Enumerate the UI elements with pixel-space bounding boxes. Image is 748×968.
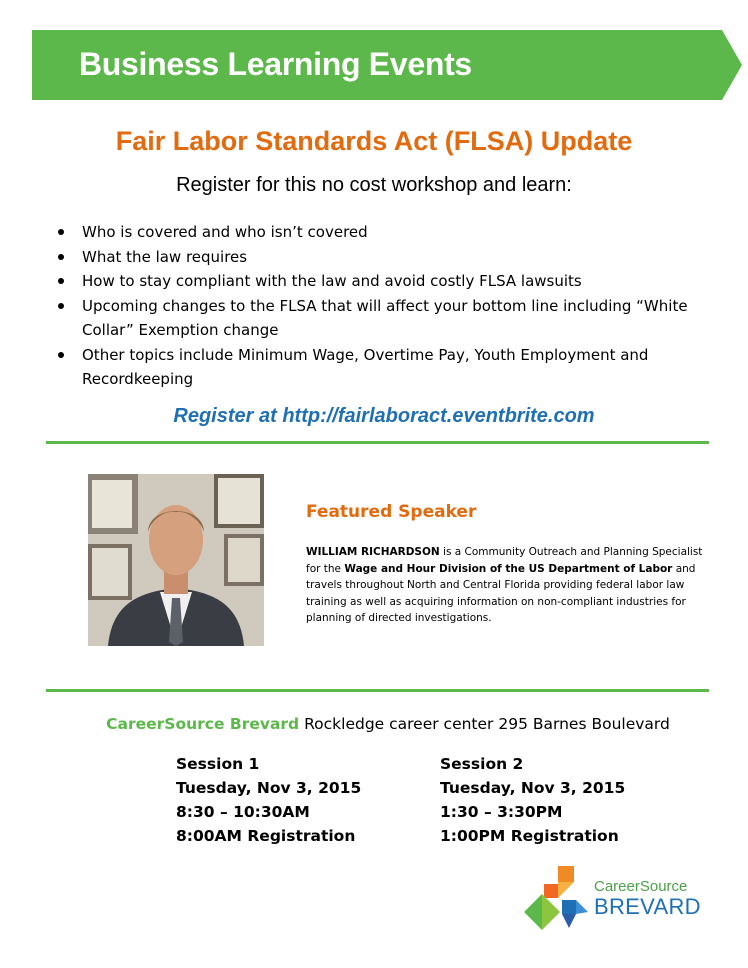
session-registration: 8:00AM Registration — [176, 827, 356, 845]
careersource-logo — [522, 864, 702, 934]
speaker-bio-text: and travels throughout North and Central Florida providing federal labor law training as well as acquiring information on non-compliant industries for planning of directed investigations. — [306, 562, 696, 624]
speaker-bio-text: is a Community Outreach and Planning Specialist for the — [306, 546, 703, 575]
session-date: Tuesday, Nov 3, 2015 — [176, 779, 362, 797]
session-1 — [176, 752, 361, 848]
topic-text: Who is covered and who isn’t covered — [82, 223, 368, 241]
section-divider — [46, 689, 709, 692]
logo-mark-icon — [522, 864, 592, 934]
bullet-icon — [58, 278, 64, 284]
topic-item — [56, 294, 716, 343]
topic-list — [56, 220, 716, 392]
event-location — [0, 715, 748, 733]
header-banner — [32, 30, 742, 100]
session-2 — [440, 752, 625, 848]
logo-subtitle: BREVARD — [594, 894, 701, 919]
topic-text: Other topics include Minimum Wage, Overtime Pay, Youth Employment and Recordkeeping — [82, 345, 649, 388]
topic-text: How to stay compliant with the law and avoid costly FLSA lawsuits — [82, 272, 582, 290]
topic-item — [56, 343, 716, 392]
section-divider — [46, 441, 709, 444]
session-time: 8:30 – 10:30AM — [176, 803, 310, 821]
location-address: Rockledge career center 295 Barnes Boulevard — [299, 715, 670, 733]
session-name: Session 2 — [440, 755, 524, 773]
session-date: Tuesday, Nov 3, 2015 — [440, 779, 626, 797]
bullet-icon — [58, 303, 64, 309]
topic-item — [56, 269, 716, 294]
banner-title: Business Learning Events — [79, 46, 472, 82]
session-time: 1:30 – 3:30PM — [440, 803, 563, 821]
bullet-icon — [58, 254, 64, 260]
event-title: Fair Labor Standards Act (FLSA) Update — [115, 126, 633, 156]
register-link[interactable]: Register at http://fairlaboract.eventbrite.com — [173, 405, 595, 427]
speaker-name: WILLIAM RICHARDSON — [306, 546, 440, 558]
featured-speaker-heading: Featured Speaker — [306, 502, 477, 522]
event-subtitle: Register for this no cost workshop and learn: — [176, 174, 572, 196]
session-name: Session 1 — [176, 755, 260, 773]
topic-item — [56, 220, 716, 245]
bullet-icon — [58, 229, 64, 235]
speaker-bio — [306, 544, 706, 627]
session-registration: 1:00PM Registration — [440, 827, 619, 845]
logo-name: CareerSource — [594, 878, 688, 895]
topic-text: What the law requires — [82, 247, 248, 266]
speaker-division: Wage and Hour Division of the US Department of Labor — [344, 562, 673, 575]
topic-text: Upcoming changes to the FLSA that will affect your bottom line including “White Collar” Exemption change — [82, 296, 688, 339]
bullet-icon — [58, 352, 64, 358]
speaker-photo — [88, 474, 264, 646]
topic-item — [56, 245, 716, 270]
location-brand: CareerSource Brevard — [106, 715, 300, 733]
